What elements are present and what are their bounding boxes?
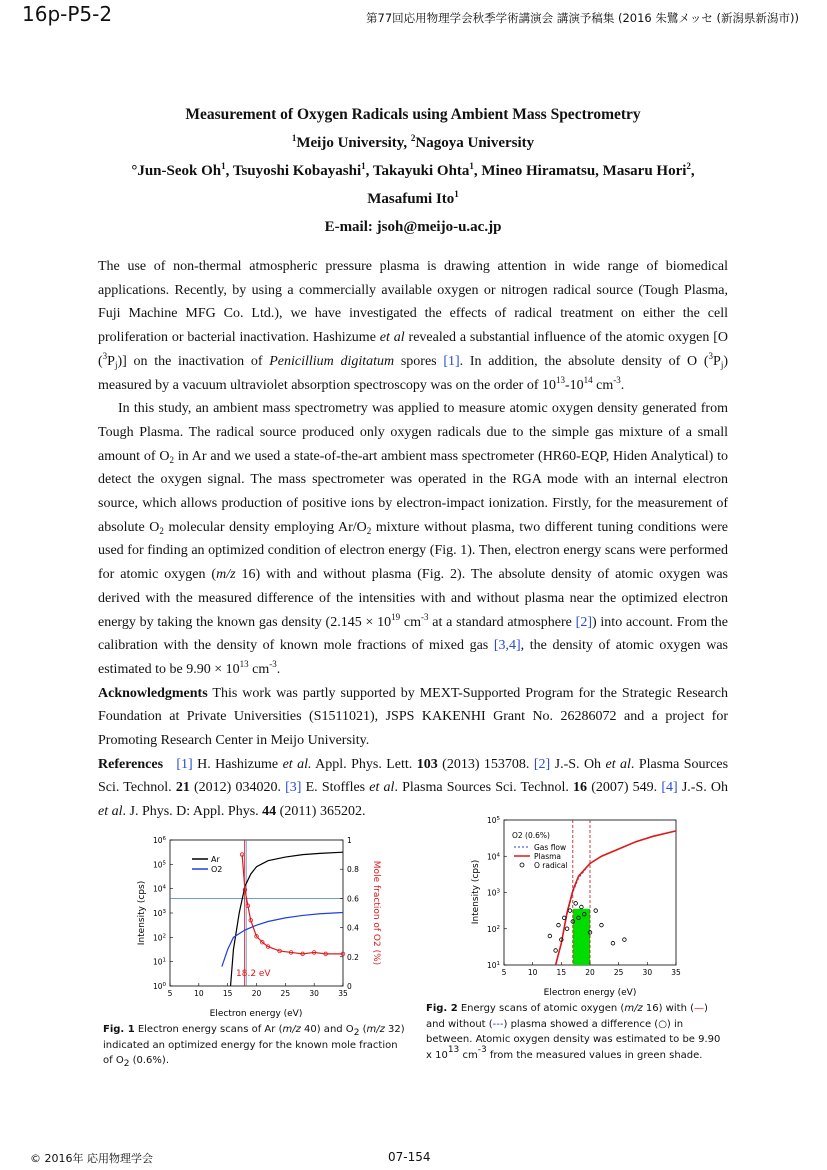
fig2-x-ticks xyxy=(502,962,681,977)
fig2-legend-oradical: O radical xyxy=(534,861,568,870)
fig1-ytick-label: $10^2$ xyxy=(152,933,166,943)
footer-copyright: © 2016年 応用物理学会 xyxy=(30,1152,153,1165)
title-block xyxy=(98,101,728,241)
fig2-oradical-point xyxy=(548,934,552,938)
fig2-xlabel: Electron energy (eV) xyxy=(543,988,637,998)
acknowledgments: Acknowledgments This work was partly supported by MEXT-Supported Program for the Strategic Research Foundation at Private Universities (S1511021), JSPS KAKENHI Grant No. 26286072 and a project for Promoting Research Center in Meijo University. xyxy=(98,685,728,749)
fig2-ytick-label: $10^2$ xyxy=(486,924,500,934)
fig2-ytick-label: $10^5$ xyxy=(486,816,500,825)
fig1-xtick-label: 30 xyxy=(309,989,319,998)
fig1-y2tick-label: 0.8 xyxy=(347,865,359,875)
body-text xyxy=(98,255,728,824)
fig2-ytick-label: $10^3$ xyxy=(486,888,500,898)
figure-2-caption: Fig. 2 Energy scans of atomic oxygen (m/z 16) with (—) and without (---) plasma showed a difference (○) in between. Atomic oxygen density was estimated to be 9.90 x $10^{13}$ $cm^{-3}$ from the measured values in green shade. xyxy=(426,1003,721,1061)
author-3: Takayuki Ohta xyxy=(372,163,470,179)
fig1-legend xyxy=(192,855,222,874)
fig1-ytick-label: $10^5$ xyxy=(152,860,166,870)
fig1-annotation: 18.2 eV xyxy=(236,969,271,979)
fig1-xtick-label: 5 xyxy=(167,989,173,998)
fig2-xtick-label: 35 xyxy=(671,968,681,977)
fig1-xtick-label: 10 xyxy=(194,989,204,998)
fig2-oradical-point xyxy=(565,927,569,931)
fig1-ytick-label: $10^1$ xyxy=(152,957,166,967)
fig2-oradical-point xyxy=(580,905,584,909)
fig1-xtick-label: 15 xyxy=(222,989,233,998)
figure-1-chart xyxy=(130,830,390,1020)
affiliations: $^1$Meijo University, $^2$Nagoya University xyxy=(291,133,535,151)
fig1-xlabel: Electron energy (eV) xyxy=(209,1009,303,1019)
fig2-oradical-point xyxy=(611,941,615,945)
fig2-ylabel: Intensity (cps) xyxy=(471,859,481,925)
affiliation-2: Nagoya University xyxy=(415,135,535,151)
fig1-caption-label: Fig. 1 xyxy=(103,1024,135,1035)
fig1-series-mole-fraction xyxy=(242,855,343,954)
fig2-ytick-label: $10^1$ xyxy=(486,961,500,970)
author-6: Masafumi Ito xyxy=(367,191,455,207)
fig2-xtick-label: 10 xyxy=(527,968,538,977)
author-2: Tsuyoshi Kobayashi xyxy=(232,163,362,179)
fig1-y2tick-label: 0.6 xyxy=(347,894,359,904)
fig1-ytick-label: $10^4$ xyxy=(152,884,166,894)
author-1: Jun-Seok Oh xyxy=(137,163,222,179)
paper-title: Measurement of Oxygen Radicals using Ambient Mass Spectrometry xyxy=(185,106,641,123)
fig2-green-shade xyxy=(573,909,590,965)
fig2-oradical-point xyxy=(594,909,598,913)
fig1-xtick-label: 20 xyxy=(251,989,262,998)
references: References [1] H. Hashizume et al. Appl. Phys. Lett. 103 (2013) 153708. [2] J.-S. Oh et al. Plasma Sources Sci. Technol. 21 (2012) 034020. [3] E. Stoffles et al. Plasma Sources Sci. Technol. 16 (2007) 549. [4] J.-S. Oh et al. J. Phys. D: Appl. Phys. 44 (2011) 365202. xyxy=(98,756,729,820)
fig2-legend-title: O2 (0.6%) xyxy=(512,831,550,840)
fig1-plot-frame xyxy=(170,840,343,986)
author-5: Masaru Hori xyxy=(602,163,687,179)
authors: °Jun-Seok Oh$^1$, Tsuyoshi Kobayashi$^1$, Takayuki Ohta$^1$, Mineo Hiramatsu, Masaru Hori$^2$, xyxy=(131,161,695,179)
fig2-legend xyxy=(512,831,568,870)
fig2-ytick-label: $10^4$ xyxy=(486,852,500,862)
fig1-legend-o2: O2 xyxy=(211,865,223,874)
figure-1-caption: Fig. 1 Electron energy scans of Ar (m/z 40) and $O_2$ (m/z 32) indicated an optimized energy for the known mole fraction of $O_2$ (0.6%). xyxy=(103,1024,405,1069)
fig1-y2tick-label: 1 xyxy=(347,836,352,845)
conference-header: 第77回応用物理学会秋季学術講演会 講演予稿集 (2016 朱鷺メッセ (新潟県新潟市)) xyxy=(366,11,799,25)
authors-cont: Masafumi Ito$^1$ xyxy=(367,189,459,207)
fig2-legend-plasma: Plasma xyxy=(534,852,562,861)
fig2-oradical-point xyxy=(574,902,578,906)
fig2-oradical-point xyxy=(600,923,604,927)
fig2-xtick-label: 20 xyxy=(585,968,595,977)
fig2-oradical-point xyxy=(554,949,558,953)
footer-page-number: 07-154 xyxy=(388,1150,431,1164)
fig1-ytick-label: $10^0$ xyxy=(152,982,166,991)
affiliation-1: Meijo University xyxy=(296,135,404,151)
fig2-oradical-point xyxy=(623,938,627,942)
fig2-caption-label: Fig. 2 xyxy=(426,1003,458,1014)
fig1-ytick-label: $10^3$ xyxy=(152,909,166,918)
fig1-x-ticks xyxy=(168,983,348,998)
figure-2-chart xyxy=(468,812,693,1000)
fig2-xtick-label: 30 xyxy=(642,968,653,977)
fig1-series-ar xyxy=(231,852,343,986)
fig2-legend-gasflow: Gas flow xyxy=(534,843,567,852)
fig1-series-o2 xyxy=(222,913,343,967)
fig1-y2tick-label: 0.2 xyxy=(347,952,359,962)
fig1-ylabel: Intensity (cps) xyxy=(137,880,147,946)
fig1-y2tick-label: 0 xyxy=(347,982,352,991)
fig2-legend-oradical-swatch xyxy=(520,863,524,867)
paragraph-2: In this study, an ambient mass spectrometry was applied to measure atomic oxygen density generated from Tough Plasma. The radical source produced only oxygen radicals due to the simple gas mixture of a small amount of $O_2$ in Ar and we used a state-of-the-art ambient mass spectrometer (HR60-EQP, Hiden Analytical) to detect the oxygen signal. The mass spectrometer was operated in the RGA mode with an internal electron source, which allows production of positive ions by electron-impact ionization. Firstly, for the measurement of absolute $O_2$ molecular density employing $Ar/O_2$ mixture without plasma, two different tuning conditions were used for finding an optimized condition of electron energy (Fig. 1). Then, electron energy scans were performed for atomic oxygen (m/z 16) with and without plasma (Fig. 2). The absolute density of atomic oxygen was derived with the measured difference of the intensities with and without plasma near the optimized electron energy by taking the known gas density ($2.145 \times 10^{19}$ $cm^{-3}$ at a standard atmosphere [2]) into account. From the calibration with the density of known mole fractions of mixed gas [3,4], the density of atomic oxygen was estimated to be $9.90 \times 10^{13}$ $cm^{-3}$. xyxy=(98,401,729,677)
fig1-xtick-label: 35 xyxy=(338,989,348,998)
fig1-y2label: Mole fraction of O2 (%) xyxy=(371,860,381,966)
fig2-xtick-label: 5 xyxy=(501,968,507,977)
fig2-xtick-label: 15 xyxy=(556,968,567,977)
paragraph-1: The use of non-thermal atmospheric pressure plasma is drawing attention in wide range of biomedical applications. Recently, by using a commercially available oxygen or nitrogen radical source (Tough Plasma, Fuji Machine MFG Co. Ltd.), we have investigated the effects of radical treatment on either the cell proliferation or bacterial inactivation. Hashizume et al revealed a substantial influence of the atomic oxygen [O $(^3P_j)$] on the inactivation of Penicillium digitatum spores [1]. In addition, the absolute density of O $(^3P_j)$ measured by a vacuum ultraviolet absorption spectroscopy was on the order of $10^{13}-10^{14}$ $cm^{-3}$. xyxy=(98,259,728,393)
fig1-xtick-label: 25 xyxy=(280,989,291,998)
fig1-y2tick-label: 0.4 xyxy=(347,923,359,933)
fig2-oradical-point xyxy=(568,909,572,913)
session-code: 16p-P5-2 xyxy=(22,2,113,26)
author-4: Mineo Hiramatsu xyxy=(481,163,596,179)
email: E-mail: jsoh@meijo-u.ac.jp xyxy=(324,219,502,235)
fig2-xtick-label: 25 xyxy=(613,968,624,977)
fig1-ytick-label: $10^6$ xyxy=(152,836,166,845)
fig1-legend-ar: Ar xyxy=(211,855,220,864)
fig2-oradical-point xyxy=(557,923,561,927)
